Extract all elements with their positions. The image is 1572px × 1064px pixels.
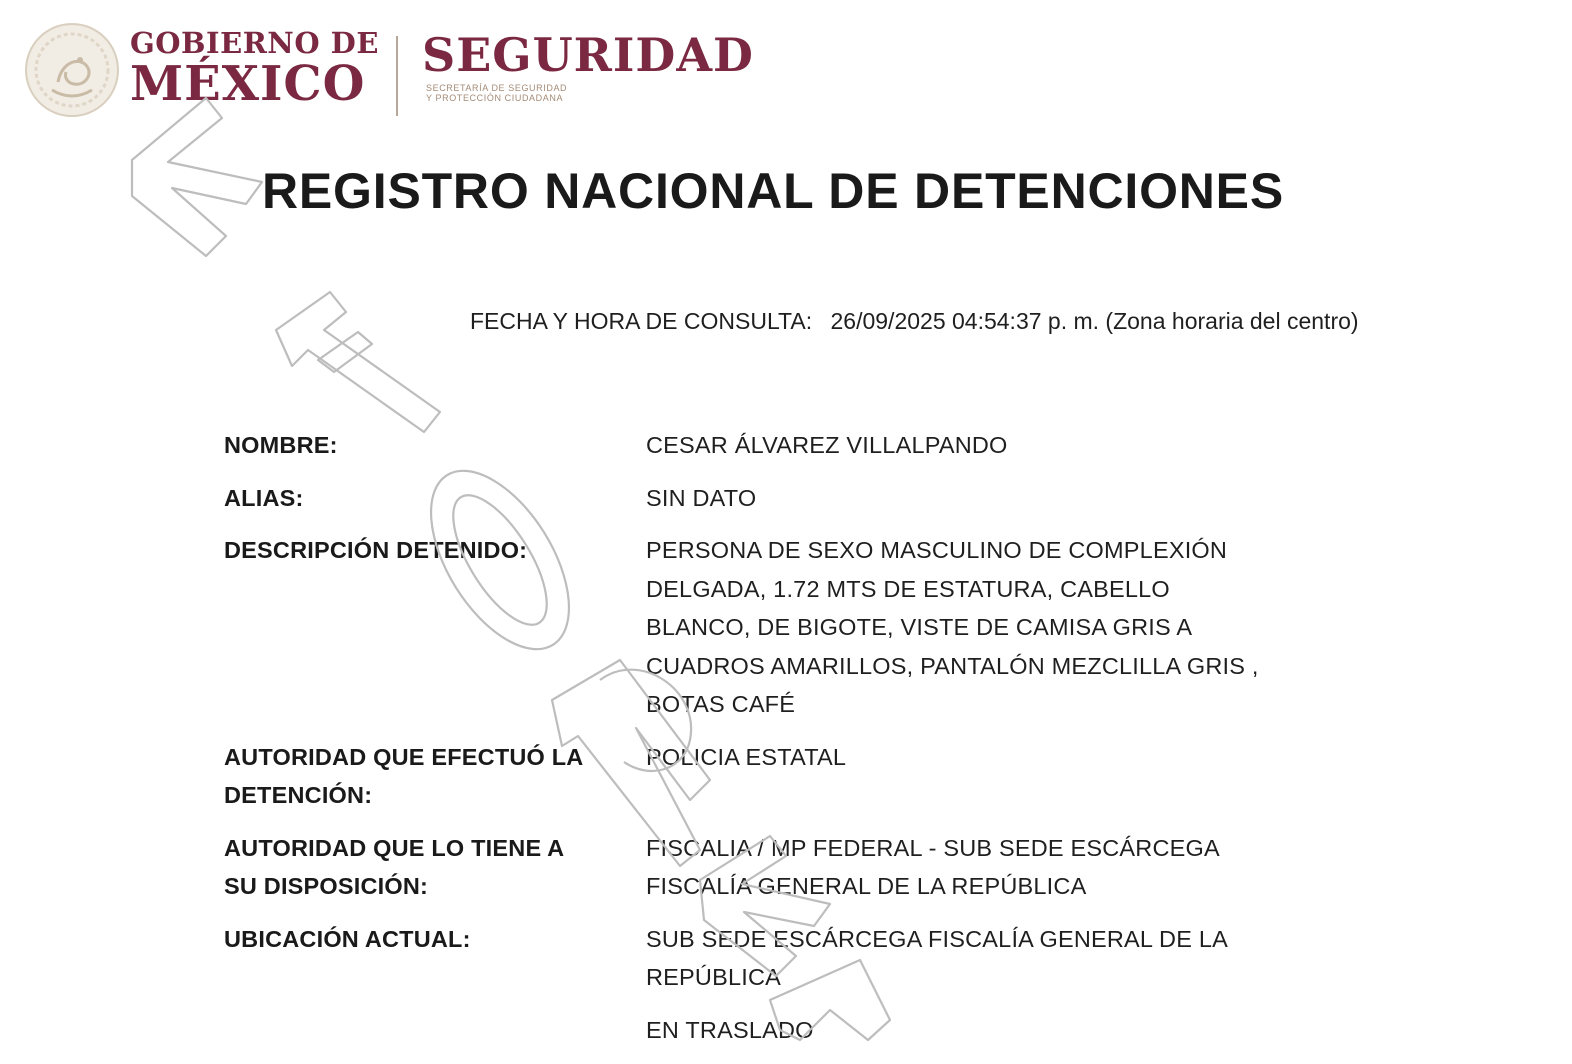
field-value [646,738,1336,815]
watermark-letter-t [276,292,440,432]
field-value-line: CUADROS AMARILLOS, PANTALÓN MEZCLILLA GRIS , [646,652,1259,679]
agency-subtitle-line2: Y PROTECCIÓN CIUDADANA [426,93,564,103]
field-value-line: BLANCO, DE BIGOTE, VISTE DE CAMISA GRIS A [646,614,1193,640]
gobierno-de-mexico-logo [130,26,390,118]
consultation-value: 26/09/2025 04:54:37 p. m. (Zona horaria del centro) [830,308,1359,334]
document-title: REGISTRO NACIONAL DE DETENCIONES [262,163,1284,219]
field-label [224,531,646,724]
field-value [646,479,1336,518]
field-row [224,738,1344,815]
detention-record-fields [224,426,1344,1063]
field-row [224,426,1344,465]
field-value [646,829,1336,906]
consultation-datetime [470,308,1359,335]
field-label-line: DESCRIPCIÓN DETENIDO: [224,537,528,563]
field-label-line: UBICACIÓN ACTUAL: [224,925,471,952]
watermark-text [0,0,1,1]
document-header [18,14,778,124]
field-label [224,829,646,906]
field-value-line: CESAR ÁLVAREZ VILLALPANDO [646,432,1008,458]
consultation-label: FECHA Y HORA DE CONSULTA: [470,308,813,334]
field-value-line: SIN DATO [646,484,757,511]
field-label-line: ALIAS: [224,484,304,511]
mexico-text: MÉXICO [130,56,366,112]
field-label [224,738,646,815]
field-row [224,1011,1344,1050]
gobierno-de-text: GOBIERNO DE [130,26,379,60]
field-value-line: EN TRASLADO [646,1016,814,1043]
field-label [224,1011,646,1050]
agency-subtitle [426,83,686,103]
field-label [224,920,646,997]
field-label-line: AUTORIDAD QUE LO TIENE A [224,834,565,861]
header-divider [396,36,398,116]
field-value [646,1011,1336,1050]
field-value [646,426,1336,465]
field-label-line: SU DISPOSICIÓN: [224,873,429,899]
field-row [224,479,1344,518]
field-value-line: REPÚBLICA [646,964,782,990]
mexico-coat-of-arms-icon [18,20,126,120]
agency-subtitle-line1: SECRETARÍA DE SEGURIDAD [426,83,568,93]
field-value-line: PERSONA DE SEXO MASCULINO DE COMPLEXIÓN [646,537,1228,563]
field-value [646,531,1336,724]
field-value-line: SUB SEDE ESCÁRCEGA FISCALÍA GENERAL DE LA [646,925,1228,952]
field-row [224,920,1344,997]
field-value-line: FISCALÍA GENERAL DE LA REPÚBLICA [646,873,1087,899]
field-row [224,829,1344,906]
field-value-line: DELGADA, 1.72 MTS DE ESTATURA, CABELLO [646,575,1170,602]
agency-title: SEGURIDAD [422,28,754,82]
field-value [646,920,1336,997]
field-value-line: POLICIA ESTATAL [646,743,847,770]
field-label-line: NOMBRE: [224,432,338,458]
field-label-line: DETENCIÓN: [224,782,373,808]
field-label [224,479,646,518]
field-label-line: AUTORIDAD QUE EFECTUÓ LA [224,743,584,770]
field-row [224,531,1344,724]
field-value-line: BOTAS CAFÉ [646,691,796,717]
field-label [224,426,646,465]
field-value-line: FISCALIA / MP FEDERAL - SUB SEDE ESCÁRCEGA [646,834,1220,861]
